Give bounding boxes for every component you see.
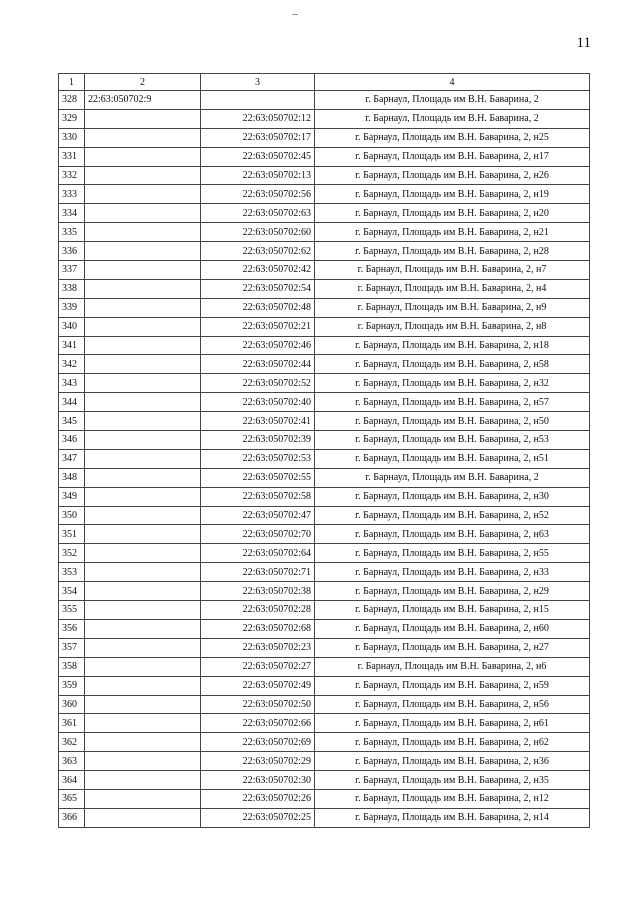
row-number-cell: 330 <box>59 128 85 147</box>
address-cell: г. Барнаул, Площадь им В.Н. Баварина, 2, н29 <box>315 582 590 601</box>
cadastral-number-cell: 22:63:050702:28 <box>201 601 315 620</box>
address-cell: г. Барнаул, Площадь им В.Н. Баварина, 2, н26 <box>315 166 590 185</box>
address-cell: г. Барнаул, Площадь им В.Н. Баварина, 2 <box>315 91 590 110</box>
table-row <box>59 261 590 280</box>
page-number: 11 <box>576 35 591 51</box>
row-number-cell: 364 <box>59 771 85 790</box>
cadastral-number-cell: 22:63:050702:52 <box>201 374 315 393</box>
address-cell: г. Барнаул, Площадь им В.Н. Баварина, 2 <box>315 468 590 487</box>
address-cell: г. Барнаул, Площадь им В.Н. Баварина, 2 <box>315 109 590 128</box>
cadastral-number-cell: 22:63:050702:66 <box>201 714 315 733</box>
address-cell: г. Барнаул, Площадь им В.Н. Баварина, 2, н28 <box>315 242 590 261</box>
table-row <box>59 789 590 808</box>
cadastral-number-cell <box>85 468 201 487</box>
cadastral-number-cell: 22:63:050702:60 <box>201 223 315 242</box>
cadastral-number-cell <box>85 657 201 676</box>
table-row <box>59 412 590 431</box>
cadastral-number-cell: 22:63:050702:17 <box>201 128 315 147</box>
cadastral-number-cell <box>85 808 201 827</box>
table-row <box>59 487 590 506</box>
cadastral-number-cell <box>85 771 201 790</box>
address-cell: г. Барнаул, Площадь им В.Н. Баварина, 2, н14 <box>315 808 590 827</box>
table-row <box>59 657 590 676</box>
row-number-cell: 342 <box>59 355 85 374</box>
row-number-cell: 335 <box>59 223 85 242</box>
cadastral-table <box>58 73 590 828</box>
row-number-cell: 363 <box>59 752 85 771</box>
cadastral-number-cell <box>201 91 315 110</box>
cadastral-number-cell <box>85 525 201 544</box>
cadastral-number-cell <box>85 412 201 431</box>
row-number-cell: 358 <box>59 657 85 676</box>
row-number-cell: 359 <box>59 676 85 695</box>
cadastral-number-cell: 22:63:050702:27 <box>201 657 315 676</box>
cadastral-number-cell <box>85 166 201 185</box>
cadastral-number-cell: 22:63:050702:55 <box>201 468 315 487</box>
table-row <box>59 336 590 355</box>
cadastral-number-cell <box>85 242 201 261</box>
cadastral-number-cell <box>85 582 201 601</box>
address-cell: г. Барнаул, Площадь им В.Н. Баварина, 2, н35 <box>315 771 590 790</box>
row-number-cell: 329 <box>59 109 85 128</box>
cadastral-number-cell: 22:63:050702:26 <box>201 789 315 808</box>
address-cell: г. Барнаул, Площадь им В.Н. Баварина, 2, н15 <box>315 601 590 620</box>
address-cell: г. Барнаул, Площадь им В.Н. Баварина, 2, н50 <box>315 412 590 431</box>
row-number-cell: 336 <box>59 242 85 261</box>
row-number-cell: 357 <box>59 638 85 657</box>
cadastral-number-cell: 22:63:050702:38 <box>201 582 315 601</box>
address-cell: г. Барнаул, Площадь им В.Н. Баварина, 2, н36 <box>315 752 590 771</box>
table-row <box>59 544 590 563</box>
row-number-cell: 352 <box>59 544 85 563</box>
row-number-cell: 344 <box>59 393 85 412</box>
row-number-cell: 356 <box>59 619 85 638</box>
cadastral-number-cell <box>85 185 201 204</box>
row-number-cell: 341 <box>59 336 85 355</box>
scan-mark <box>292 14 298 15</box>
column-header-1: 1 <box>59 74 85 91</box>
row-number-cell: 354 <box>59 582 85 601</box>
cadastral-number-cell <box>85 695 201 714</box>
row-number-cell: 346 <box>59 431 85 450</box>
cadastral-number-cell <box>85 279 201 298</box>
row-number-cell: 355 <box>59 601 85 620</box>
table-row <box>59 601 590 620</box>
row-number-cell: 343 <box>59 374 85 393</box>
table-row <box>59 355 590 374</box>
address-cell: г. Барнаул, Площадь им В.Н. Баварина, 2, н7 <box>315 261 590 280</box>
cadastral-number-cell: 22:63:050702:30 <box>201 771 315 790</box>
row-number-cell: 338 <box>59 279 85 298</box>
cadastral-number-cell <box>85 336 201 355</box>
address-cell: г. Барнаул, Площадь им В.Н. Баварина, 2, н53 <box>315 431 590 450</box>
cadastral-number-cell <box>85 789 201 808</box>
cadastral-number-cell <box>85 544 201 563</box>
cadastral-number-cell <box>85 128 201 147</box>
table-row <box>59 582 590 601</box>
table-row <box>59 771 590 790</box>
cadastral-number-cell: 22:63:050702:23 <box>201 638 315 657</box>
row-number-cell: 362 <box>59 733 85 752</box>
table-row <box>59 393 590 412</box>
row-number-cell: 351 <box>59 525 85 544</box>
cadastral-number-cell <box>85 733 201 752</box>
table-row <box>59 298 590 317</box>
address-cell: г. Барнаул, Площадь им В.Н. Баварина, 2, н57 <box>315 393 590 412</box>
cadastral-number-cell: 22:63:050702:46 <box>201 336 315 355</box>
cadastral-number-cell: 22:63:050702:64 <box>201 544 315 563</box>
cadastral-number-cell <box>85 223 201 242</box>
table-row <box>59 619 590 638</box>
cadastral-number-cell <box>85 676 201 695</box>
cadastral-number-cell <box>85 317 201 336</box>
table-row <box>59 733 590 752</box>
address-cell: г. Барнаул, Площадь им В.Н. Баварина, 2, н17 <box>315 147 590 166</box>
column-header-3: 3 <box>201 74 315 91</box>
address-cell: г. Барнаул, Площадь им В.Н. Баварина, 2, н25 <box>315 128 590 147</box>
table-row <box>59 242 590 261</box>
cadastral-number-cell: 22:63:050702:48 <box>201 298 315 317</box>
table-row <box>59 223 590 242</box>
table-row <box>59 525 590 544</box>
cadastral-number-cell: 22:63:050702:44 <box>201 355 315 374</box>
address-cell: г. Барнаул, Площадь им В.Н. Баварина, 2, н55 <box>315 544 590 563</box>
table-row <box>59 147 590 166</box>
table-row <box>59 563 590 582</box>
cadastral-number-cell: 22:63:050702:58 <box>201 487 315 506</box>
address-cell: г. Барнаул, Площадь им В.Н. Баварина, 2, н6 <box>315 657 590 676</box>
address-cell: г. Барнаул, Площадь им В.Н. Баварина, 2, н58 <box>315 355 590 374</box>
row-number-cell: 332 <box>59 166 85 185</box>
cadastral-number-cell <box>85 563 201 582</box>
row-number-cell: 348 <box>59 468 85 487</box>
table-row <box>59 279 590 298</box>
cadastral-number-cell <box>85 393 201 412</box>
cadastral-number-cell: 22:63:050702:21 <box>201 317 315 336</box>
row-number-cell: 345 <box>59 412 85 431</box>
cadastral-number-cell: 22:63:050702:49 <box>201 676 315 695</box>
address-cell: г. Барнаул, Площадь им В.Н. Баварина, 2, н60 <box>315 619 590 638</box>
address-cell: г. Барнаул, Площадь им В.Н. Баварина, 2, н62 <box>315 733 590 752</box>
address-cell: г. Барнаул, Площадь им В.Н. Баварина, 2, н27 <box>315 638 590 657</box>
table-body <box>59 91 590 828</box>
header-row <box>59 74 590 91</box>
address-cell: г. Барнаул, Площадь им В.Н. Баварина, 2, н21 <box>315 223 590 242</box>
cadastral-number-cell <box>85 109 201 128</box>
row-number-cell: 340 <box>59 317 85 336</box>
address-cell: г. Барнаул, Площадь им В.Н. Баварина, 2, н61 <box>315 714 590 733</box>
row-number-cell: 337 <box>59 261 85 280</box>
table-row <box>59 714 590 733</box>
row-number-cell: 333 <box>59 185 85 204</box>
row-number-cell: 365 <box>59 789 85 808</box>
address-cell: г. Барнаул, Площадь им В.Н. Баварина, 2, н4 <box>315 279 590 298</box>
cadastral-number-cell <box>85 449 201 468</box>
address-cell: г. Барнаул, Площадь им В.Н. Баварина, 2, н18 <box>315 336 590 355</box>
row-number-cell: 334 <box>59 204 85 223</box>
cadastral-number-cell <box>85 431 201 450</box>
cadastral-number-cell: 22:63:050702:68 <box>201 619 315 638</box>
cadastral-number-cell: 22:63:050702:56 <box>201 185 315 204</box>
table-row <box>59 808 590 827</box>
row-number-cell: 347 <box>59 449 85 468</box>
address-cell: г. Барнаул, Площадь им В.Н. Баварина, 2, н9 <box>315 298 590 317</box>
address-cell: г. Барнаул, Площадь им В.Н. Баварина, 2, н63 <box>315 525 590 544</box>
address-cell: г. Барнаул, Площадь им В.Н. Баварина, 2, н30 <box>315 487 590 506</box>
cadastral-number-cell: 22:63:050702:45 <box>201 147 315 166</box>
table-header <box>59 74 590 91</box>
cadastral-number-cell: 22:63:050702:70 <box>201 525 315 544</box>
address-cell: г. Барнаул, Площадь им В.Н. Баварина, 2, н33 <box>315 563 590 582</box>
address-cell: г. Барнаул, Площадь им В.Н. Баварина, 2, н56 <box>315 695 590 714</box>
cadastral-number-cell <box>85 619 201 638</box>
column-header-2: 2 <box>85 74 201 91</box>
cadastral-number-cell: 22:63:050702:50 <box>201 695 315 714</box>
row-number-cell: 361 <box>59 714 85 733</box>
address-cell: г. Барнаул, Площадь им В.Н. Баварина, 2, н20 <box>315 204 590 223</box>
cadastral-number-cell <box>85 487 201 506</box>
cadastral-number-cell: 22:63:050702:42 <box>201 261 315 280</box>
table-row <box>59 109 590 128</box>
cadastral-number-cell: 22:63:050702:62 <box>201 242 315 261</box>
address-cell: г. Барнаул, Площадь им В.Н. Баварина, 2, н8 <box>315 317 590 336</box>
row-number-cell: 350 <box>59 506 85 525</box>
table-row <box>59 468 590 487</box>
column-header-4: 4 <box>315 74 590 91</box>
address-cell: г. Барнаул, Площадь им В.Н. Баварина, 2, н32 <box>315 374 590 393</box>
address-cell: г. Барнаул, Площадь им В.Н. Баварина, 2, н19 <box>315 185 590 204</box>
address-cell: г. Барнаул, Площадь им В.Н. Баварина, 2, н52 <box>315 506 590 525</box>
cadastral-number-cell <box>85 374 201 393</box>
address-cell: г. Барнаул, Площадь им В.Н. Баварина, 2, н12 <box>315 789 590 808</box>
table-row <box>59 695 590 714</box>
row-number-cell: 331 <box>59 147 85 166</box>
address-cell: г. Барнаул, Площадь им В.Н. Баварина, 2, н51 <box>315 449 590 468</box>
row-number-cell: 349 <box>59 487 85 506</box>
cadastral-number-cell: 22:63:050702:63 <box>201 204 315 223</box>
cadastral-number-cell: 22:63:050702:13 <box>201 166 315 185</box>
table-row <box>59 374 590 393</box>
cadastral-number-cell <box>85 601 201 620</box>
table-row <box>59 431 590 450</box>
cadastral-number-cell: 22:63:050702:40 <box>201 393 315 412</box>
cadastral-number-cell: 22:63:050702:69 <box>201 733 315 752</box>
cadastral-number-cell <box>85 204 201 223</box>
row-number-cell: 328 <box>59 91 85 110</box>
cadastral-number-cell: 22:63:050702:53 <box>201 449 315 468</box>
table-row <box>59 506 590 525</box>
table-row <box>59 128 590 147</box>
table-row <box>59 204 590 223</box>
cadastral-number-cell <box>85 638 201 657</box>
cadastral-number-cell <box>85 147 201 166</box>
row-number-cell: 366 <box>59 808 85 827</box>
cadastral-number-cell <box>85 298 201 317</box>
row-number-cell: 353 <box>59 563 85 582</box>
cadastral-number-cell <box>85 714 201 733</box>
table-row <box>59 449 590 468</box>
cadastral-number-cell: 22:63:050702:25 <box>201 808 315 827</box>
cadastral-number-cell: 22:63:050702:41 <box>201 412 315 431</box>
table-row <box>59 317 590 336</box>
address-cell: г. Барнаул, Площадь им В.Н. Баварина, 2, н59 <box>315 676 590 695</box>
cadastral-number-cell <box>85 355 201 374</box>
cadastral-number-cell <box>85 506 201 525</box>
cadastral-number-cell <box>85 261 201 280</box>
table-row <box>59 752 590 771</box>
table-row <box>59 676 590 695</box>
cadastral-number-cell: 22:63:050702:12 <box>201 109 315 128</box>
cadastral-number-cell: 22:63:050702:54 <box>201 279 315 298</box>
row-number-cell: 360 <box>59 695 85 714</box>
table-row <box>59 185 590 204</box>
table-row <box>59 91 590 110</box>
row-number-cell: 339 <box>59 298 85 317</box>
cadastral-number-cell: 22:63:050702:29 <box>201 752 315 771</box>
table-row <box>59 638 590 657</box>
cadastral-number-cell: 22:63:050702:71 <box>201 563 315 582</box>
table-row <box>59 166 590 185</box>
cadastral-number-cell: 22:63:050702:39 <box>201 431 315 450</box>
cadastral-number-cell: 22:63:050702:47 <box>201 506 315 525</box>
cadastral-number-cell <box>85 752 201 771</box>
cadastral-number-cell: 22:63:050702:9 <box>85 91 201 110</box>
